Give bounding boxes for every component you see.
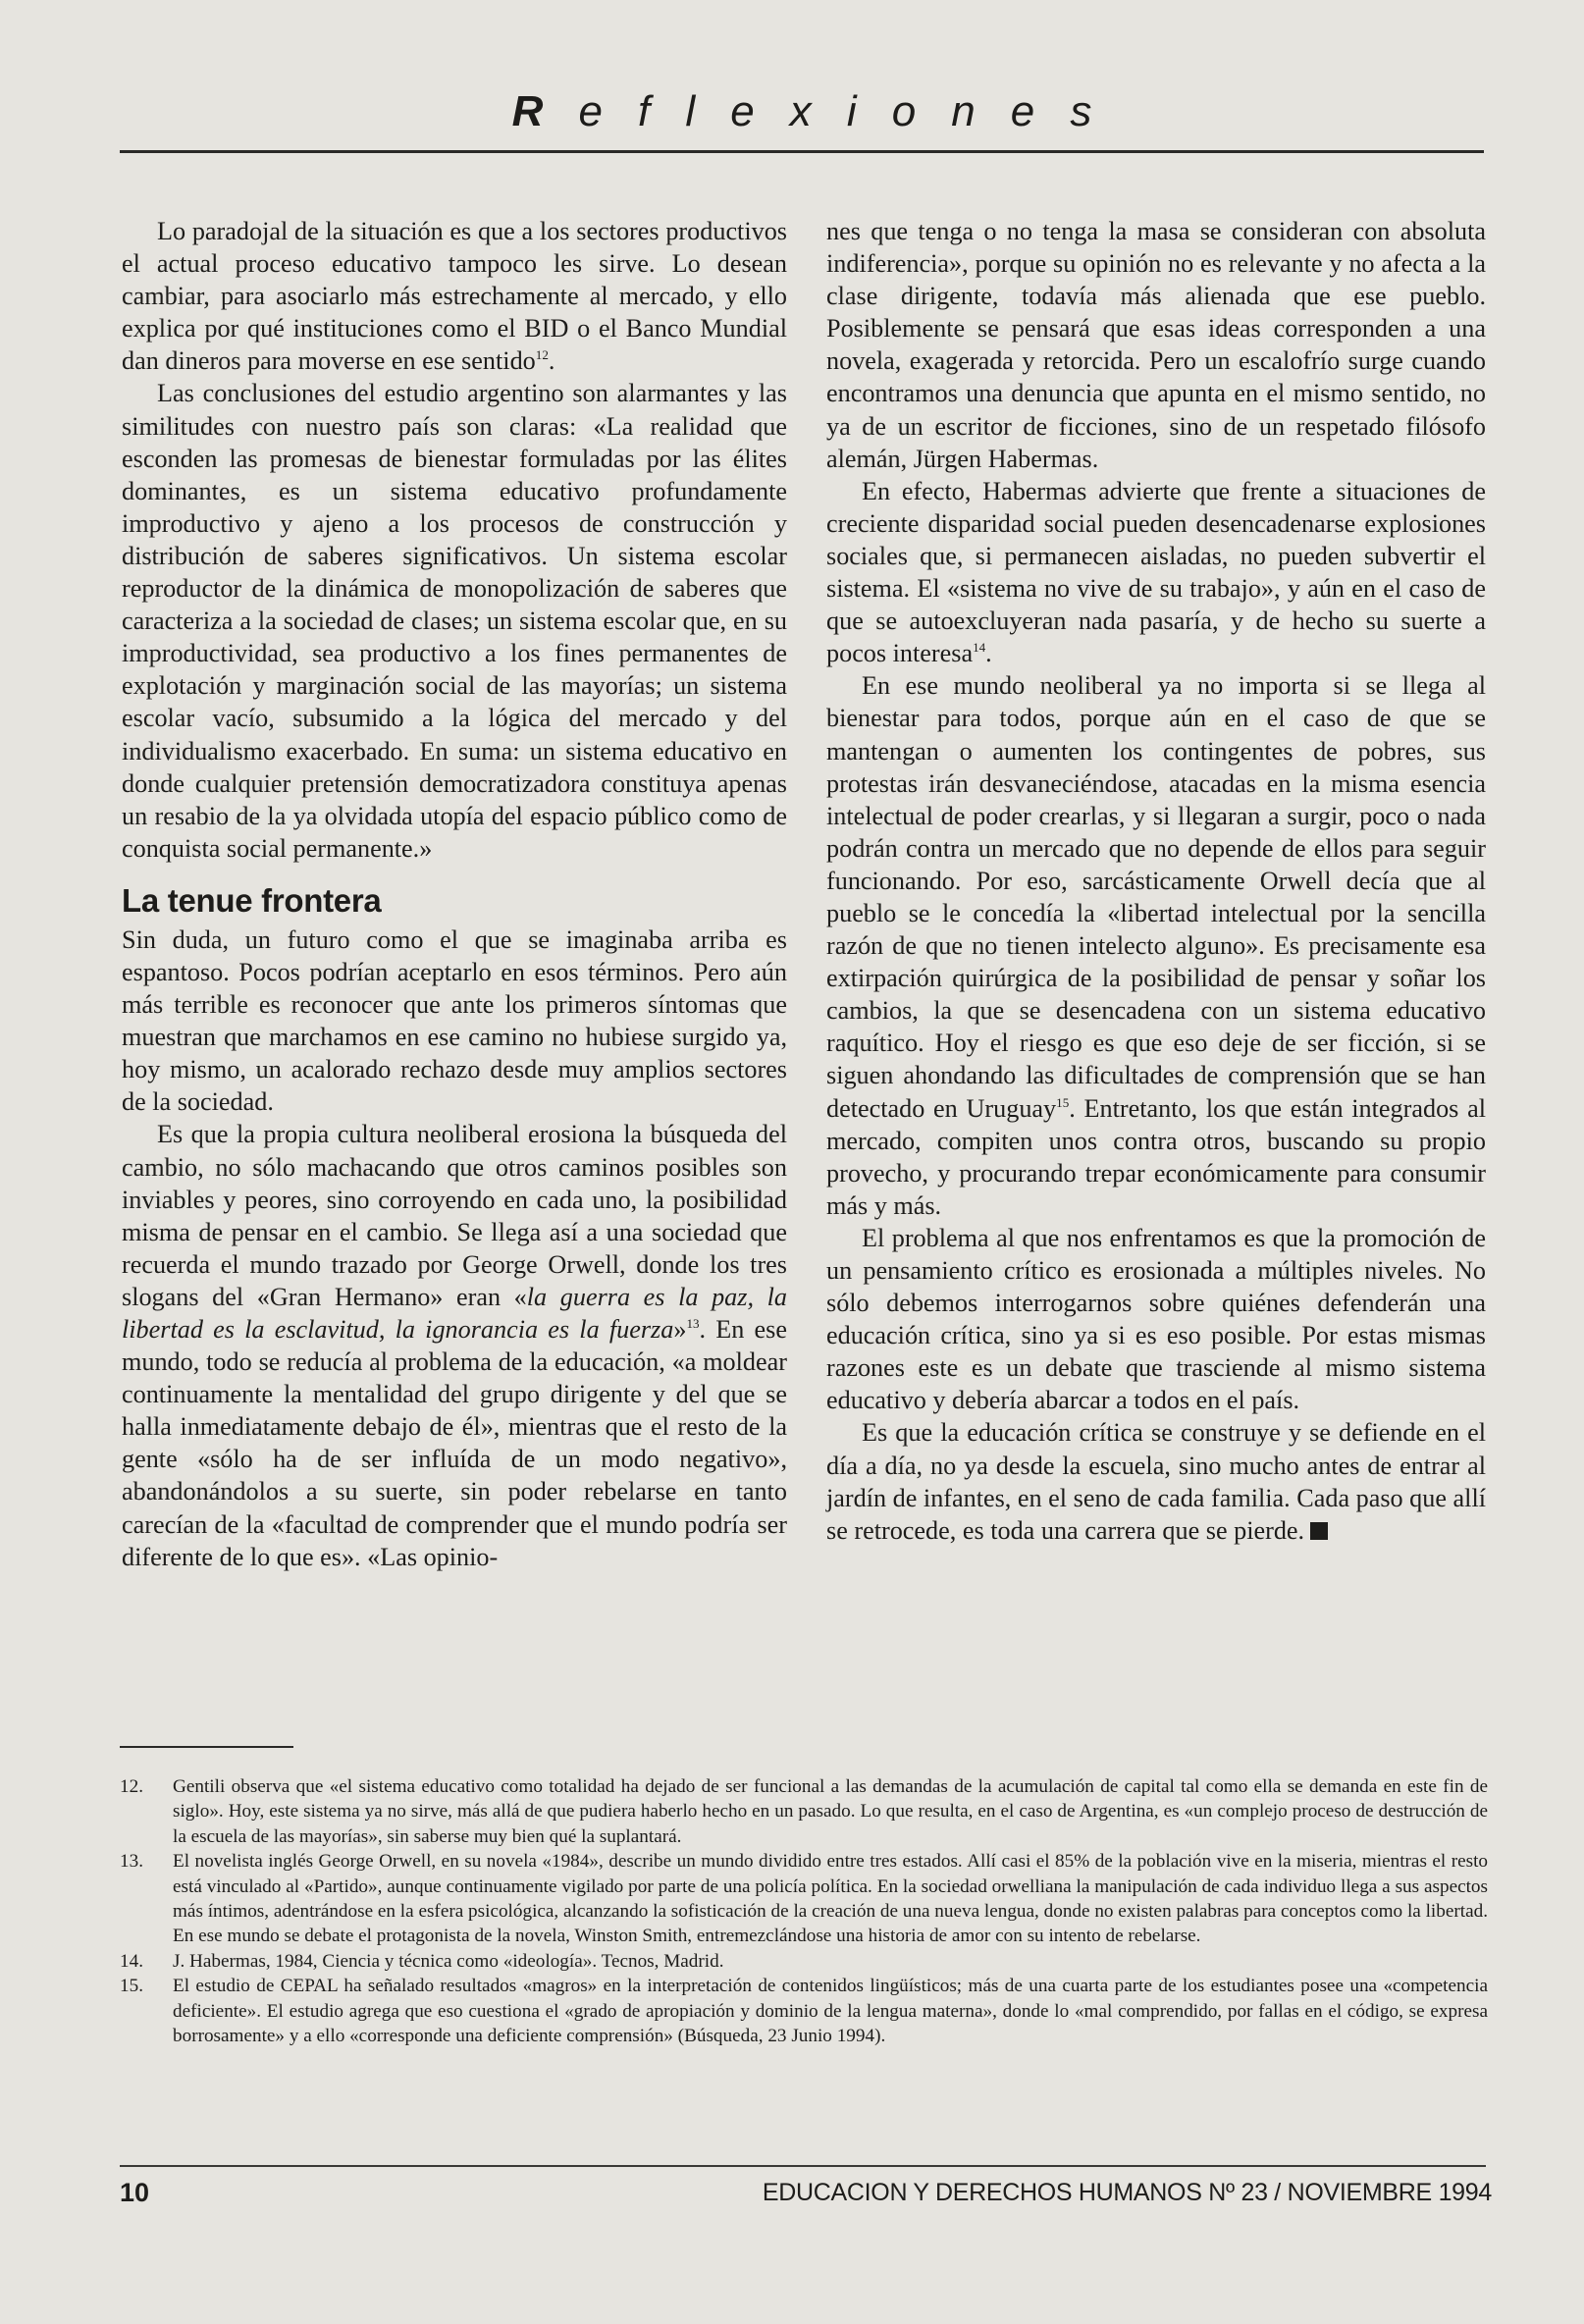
footnote-number: 14. <box>120 1950 143 1972</box>
paragraph <box>122 1118 787 1572</box>
paragraph-text: . <box>548 346 555 376</box>
paragraph: Sin duda, un futuro como el que se imaginaba arriba es espantoso. Pocos podrían aceptarlo en esos términos. Pero aún más terrible es reconocer que ante los primeros síntomas que muestran que marchamos en ese camino no hubiese surgido ya, hoy mismo, un acalorado rechazo desde muy amplios sectores de la sociedad. <box>122 924 787 1117</box>
footnote-text: El estudio de CEPAL ha señalado resultados «magros» en la interpretación de contenidos lingüísticos; más de una cuarta parte de los estudiantes posee una «competencia deficiente». El estudio agrega que eso cuestiona el «grado de apropiación y dominio de la lengua materna», donde lo «mal comprendido, por fallas en el código, se expresa borrosamente» y a ello «corresponde una deficiente comprensión» (Búsqueda, 23 Junio 1994). <box>173 1976 1488 2047</box>
footnote-ref-13[interactable]: 13 <box>686 1316 700 1332</box>
paragraph: El problema al que nos enfrentamos es que la promoción de un pensamiento crítico es erosionada a múltiples niveles. No sólo debemos interrogarnos sobre quiénes defenderán una educación crítica, sino ya si es eso posible. Por estas mismas razones este es un debate que trasciende al mismo sistema educativo y debería abarcar a todos en el país. <box>826 1223 1486 1415</box>
section-header <box>120 87 1484 135</box>
header-rule <box>120 150 1484 153</box>
paragraph-text: . En ese mundo, todo se reducía al problema de la educación, «a moldear continuamente la mentalidad del grupo dirigente y del que se halla inmediatamente debajo de él», mientras que el resto de la gente «sólo ha de ser influída de un modo negativo», abandonándolos a su suerte, sin poder rebelarse en tanto carecían de la «facultad de comprender que el mundo podría ser diferente de lo que es». «Las opinio- <box>122 1315 787 1571</box>
subheading: La tenue frontera <box>122 881 382 919</box>
footnote-text: J. Habermas, 1984, Ciencia y técnica como «ideología». Tecnos, Madrid. <box>173 1950 724 1972</box>
paragraph-text: En efecto, Habermas advierte que frente a situaciones de creciente disparidad social pueden desencadenarse explosiones sociales que, si permanecen aisladas, no pueden subvertir el sistema. El «sistema no vive de su trabajo», y aún en el caso de que se autoexcluyeran nada pasaría, y de hecho su suerte a pocos interesa <box>826 476 1486 668</box>
footnote-ref-15[interactable]: 15 <box>1056 1094 1070 1110</box>
footnote-text: El novelista inglés George Orwell, en su novela «1984», describe un mundo dividido entre tres estados. Allí casi el 85% de la población vive en la miseria, mientras el resto está vinculado al «Partido», aunque continuamente vigilado por parte de una policía política. En la sociedad orwelliana la manipulación de cada individuo llega a sus aspectos más íntimos, adentrándose en la esfera psicológica, alcanzando la sofisticación de la creación de una nueva lengua, donde no existen palabras para conceptos como la libertad. En ese mundo se debate el protagonista de la novela, Winston Smith, entremezclándose una historia de amor con su intento de rebelarse. <box>173 1851 1488 1947</box>
footnote-number: 15. <box>120 1976 143 1997</box>
footnote-ref-12[interactable]: 12 <box>535 347 549 363</box>
orwell-slogans: la guerra es la paz, la libertad es la esclavitud, la ignorancia es la fuerza <box>122 1282 788 1344</box>
paragraph-text: . Entretanto, los que están integrados al mercado, compiten unos contra otros, buscando su propio provecho, y procurando trepar económicamente para consumir más y más. <box>826 1093 1486 1220</box>
footnote-15 <box>120 1974 1488 2048</box>
paragraph-text: » <box>673 1315 687 1344</box>
section-header-rest: eflexiones <box>578 87 1128 135</box>
footnote-number: 13. <box>120 1851 143 1873</box>
paragraph <box>826 475 1486 670</box>
footnote-number: 12. <box>120 1776 143 1797</box>
section-header-initial: R <box>511 87 579 135</box>
paragraph-text: En ese mundo neoliberal ya no importa si se llega al bienestar para todos, porque aún en el caso de que se mantengan o aumenten los contingentes de pobres, sus protestas irán desvaneciéndose, atacadas en la misma esencia intelectual de poder crearlas, y si llegaran a surgir, poco o nada podrán contra un mercado que no depende de ellos para seguir funcionando. Por eso, sarcásticamente Orwell decía que al pueblo se le concedía la «libertad intelectual por la sencilla razón de que no tienen intelecto alguno». Es precisamente esa extirpación quirúrgica de la posibilidad de pensar y soñar los cambios, la que se desencadena con un sistema educativo raquítico. Hoy el riesgo es que eso deje de ser ficción, si se siguen ahondando las dificultades de comprensión que se han detectado en Uruguay <box>826 671 1486 1123</box>
paragraph: Las conclusiones del estudio argentino son alarmantes y las similitudes con nuestro país son claras: «La realidad que esconden las promesas de bienestar formuladas por las élites dominantes, es un sistema educativo profundamente improductivo y ajeno a los procesos de construcción y distribución de saberes significativos. Un sistema escolar reproductor de la dinámica de monopolización de saberes que caracteriza a la sociedad de clases; un sistema escolar que, en su improductividad, sea productivo a los fines permanentes de explotación y marginación social de las mayorías; un sistema escolar vacío, subsumido a la lógica del mercado y del individualismo exacerbado. En suma: un sistema educativo en donde cualquier pretensión democratizadora constituya apenas un resabio de la ya olvidada utopía del espacio público como de conquista social permanente.» <box>122 379 787 863</box>
footnote-12 <box>120 1774 1488 1849</box>
left-column <box>122 215 787 1573</box>
footnote-14 <box>120 1949 1488 1974</box>
footnote-13 <box>120 1849 1488 1949</box>
end-of-article-mark <box>1310 1522 1328 1540</box>
journal-info: EDUCACION Y DERECHOS HUMANOS Nº 23 / NOVIEMBRE 1994 <box>762 2179 1492 2206</box>
footnote-text: Gentili observa que «el sistema educativo como totalidad ha dejado de ser funcional a las demandas de la acumulación de capital tal como ella se demanda en este fin de siglo». Hoy, este sistema ya no sirve, más allá de que pudiera haberlo hecho en un pasado. Lo que resulta, en el caso de Argentina, es «un complejo proceso de destrucción de la escuela de las mayorías», sin saberse muy bien qué la suplantará. <box>173 1776 1488 1847</box>
page-number: 10 <box>120 2178 150 2207</box>
footer-rule <box>120 2165 1486 2167</box>
footnote-rule <box>120 1746 293 1748</box>
right-column <box>826 215 1486 1547</box>
paragraph <box>122 215 787 377</box>
paragraph-text: Lo paradojal de la situación es que a los sectores productivos el actual proceso educativo tampoco les sirve. Lo desean cambiar, para asociarlo más estrechamente al mercado, y ello explica por qué instituciones como el BID o el Banco Mundial dan dineros para moverse en ese sentido <box>122 217 787 376</box>
paragraph <box>826 1416 1486 1546</box>
paragraph: nes que tenga o no tenga la masa se consideran con absoluta indiferencia», porque su opinión no es relevante y no afecta a la clase dirigente, todavía más alienada que ese pueblo. Posiblemente se pensará que esas ideas corresponden a una novela, exagerada y retorcida. Pero un escalofrío surge cuando encontramos una denuncia que apunta en el mismo sentido, no ya de un escritor de ficciones, sino de un respetado filósofo alemán, Jürgen Habermas. <box>826 217 1486 473</box>
paragraph-text: Es que la propia cultura neoliberal erosiona la búsqueda del cambio, no sólo machacando que otros caminos posibles son inviables y peores, sino corroyendo en cada uno, la posibilidad misma de pensar en el cambio. Se llega así a una sociedad que recuerda el mundo trazado por George Orwell, donde los tres slogans del «Gran Hermano» eran « <box>122 1120 787 1311</box>
paragraph-text: Es que la educación crítica se construye y se defiende en el día a día, no ya desde la escuela, sino mucho antes de entrar al jardín de infantes, en el seno de cada familia. Cada paso que allí se retrocede, es toda una carrera que se pierde. <box>826 1418 1486 1545</box>
paragraph-text: . <box>985 639 992 668</box>
paragraph <box>826 669 1486 1222</box>
footnote-ref-14[interactable]: 14 <box>973 640 986 656</box>
footnotes <box>120 1774 1488 2048</box>
